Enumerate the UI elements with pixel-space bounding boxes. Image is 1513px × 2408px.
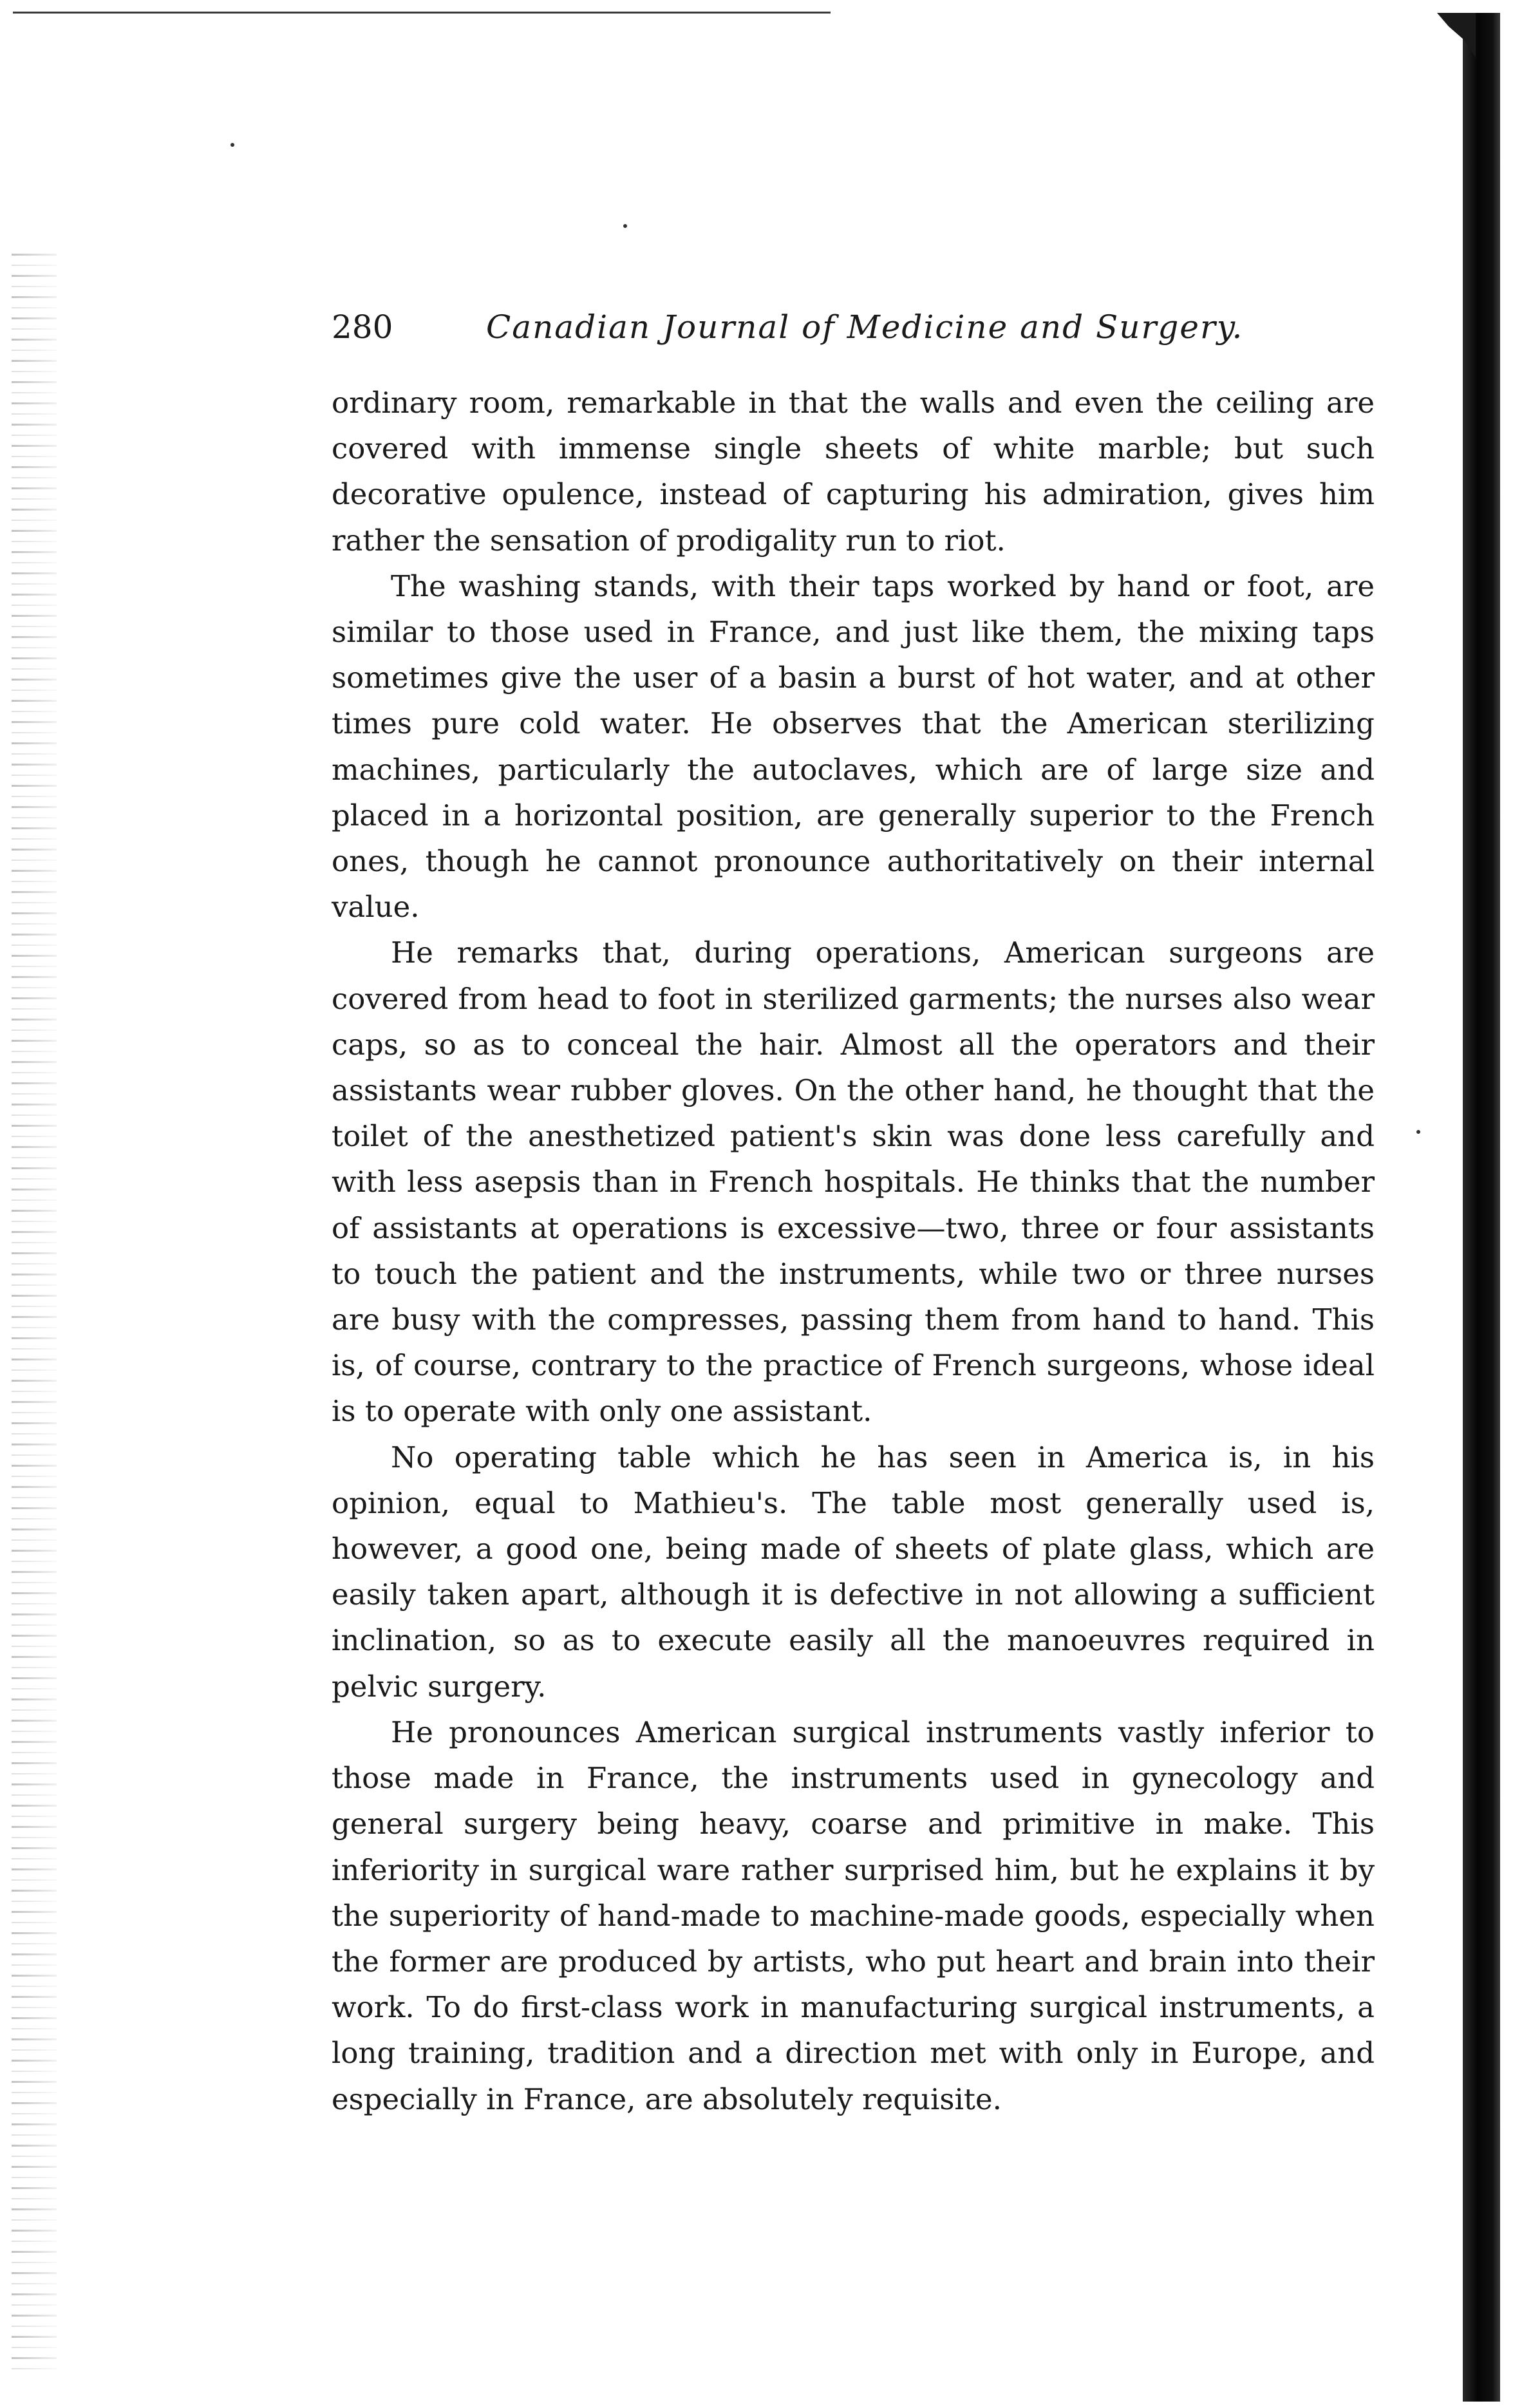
article-body: [332, 380, 1375, 2122]
page-number: 280: [332, 308, 393, 346]
journal-title: Canadian Journal of Medicine and Surgery.: [486, 308, 1244, 346]
paragraph: The washing stands, with their taps worked by hand or foot, are similar to those used in France, and just like them, the mixing taps sometimes give the user of a basin a burst of hot water, and at other times pure cold water. He observes that the American sterilizing machines, particularly the autoclaves, which are of large size and placed in a horizontal position, are generally superior to the French ones, though he cannot pronounce authoritatively on their internal value.: [332, 569, 1375, 925]
scan-speck: [1416, 1130, 1420, 1134]
paragraph: He pronounces American surgical instruments vastly inferior to those made in France, the instruments used in gynecology and general surgery being heavy, coarse and primitive in make. This inferiority in surgical ware rather surprised him, but he explains it by the superiority of hand-made to machine-made goods, especially when the former are produced by artists, who put heart and brain into their work. To do first-class work in manufacturing surgical instruments, a long training, tradition and a direction met with only in Europe, and especially in France, are absolutely requisite.: [332, 1715, 1375, 2116]
page-binding-edge: [1463, 13, 1500, 2402]
left-scan-edge: [12, 245, 57, 2369]
scan-speck: [623, 224, 627, 228]
running-head: [332, 301, 1375, 353]
paragraph: No operating table which he has seen in America is, in his opinion, equal to Mathieu's. The table most generally used is, however, a good one, being made of sheets of plate glass, which are easily taken apart, although it is defective in not allowing a sufficient inclination, so as to execute easily all the manoeuvres required in pelvic surgery.: [332, 1440, 1375, 1704]
paragraph: He remarks that, during operations, American surgeons are covered from head to foot in sterilized garments; the nurses also wear caps, so as to conceal the hair. Almost all the operators and their assistants wear rubber gloves. On the other hand, he thought that the toilet of the anesthetized patient's skin was done less carefully and with less asepsis than in French hospitals. He thinks that the number of assistants at operations is excessive—two, three or four assistants to touch the patient and the instruments, while two or three nurses are busy with the compresses, passing them from hand to hand. This is, of course, contrary to the practice of French surgeons, whose ideal is to operate with only one assistant.: [332, 936, 1375, 1429]
paragraph-continued: ordinary room, remarkable in that the walls and even the ceiling are covered with immense single sheets of white marble; but such decorative opulence, instead of capturing his admiration, gives him rather the sensation of prodigality run to riot.: [332, 386, 1375, 558]
scan-speck: [230, 143, 234, 147]
top-scan-rule: [13, 12, 831, 14]
